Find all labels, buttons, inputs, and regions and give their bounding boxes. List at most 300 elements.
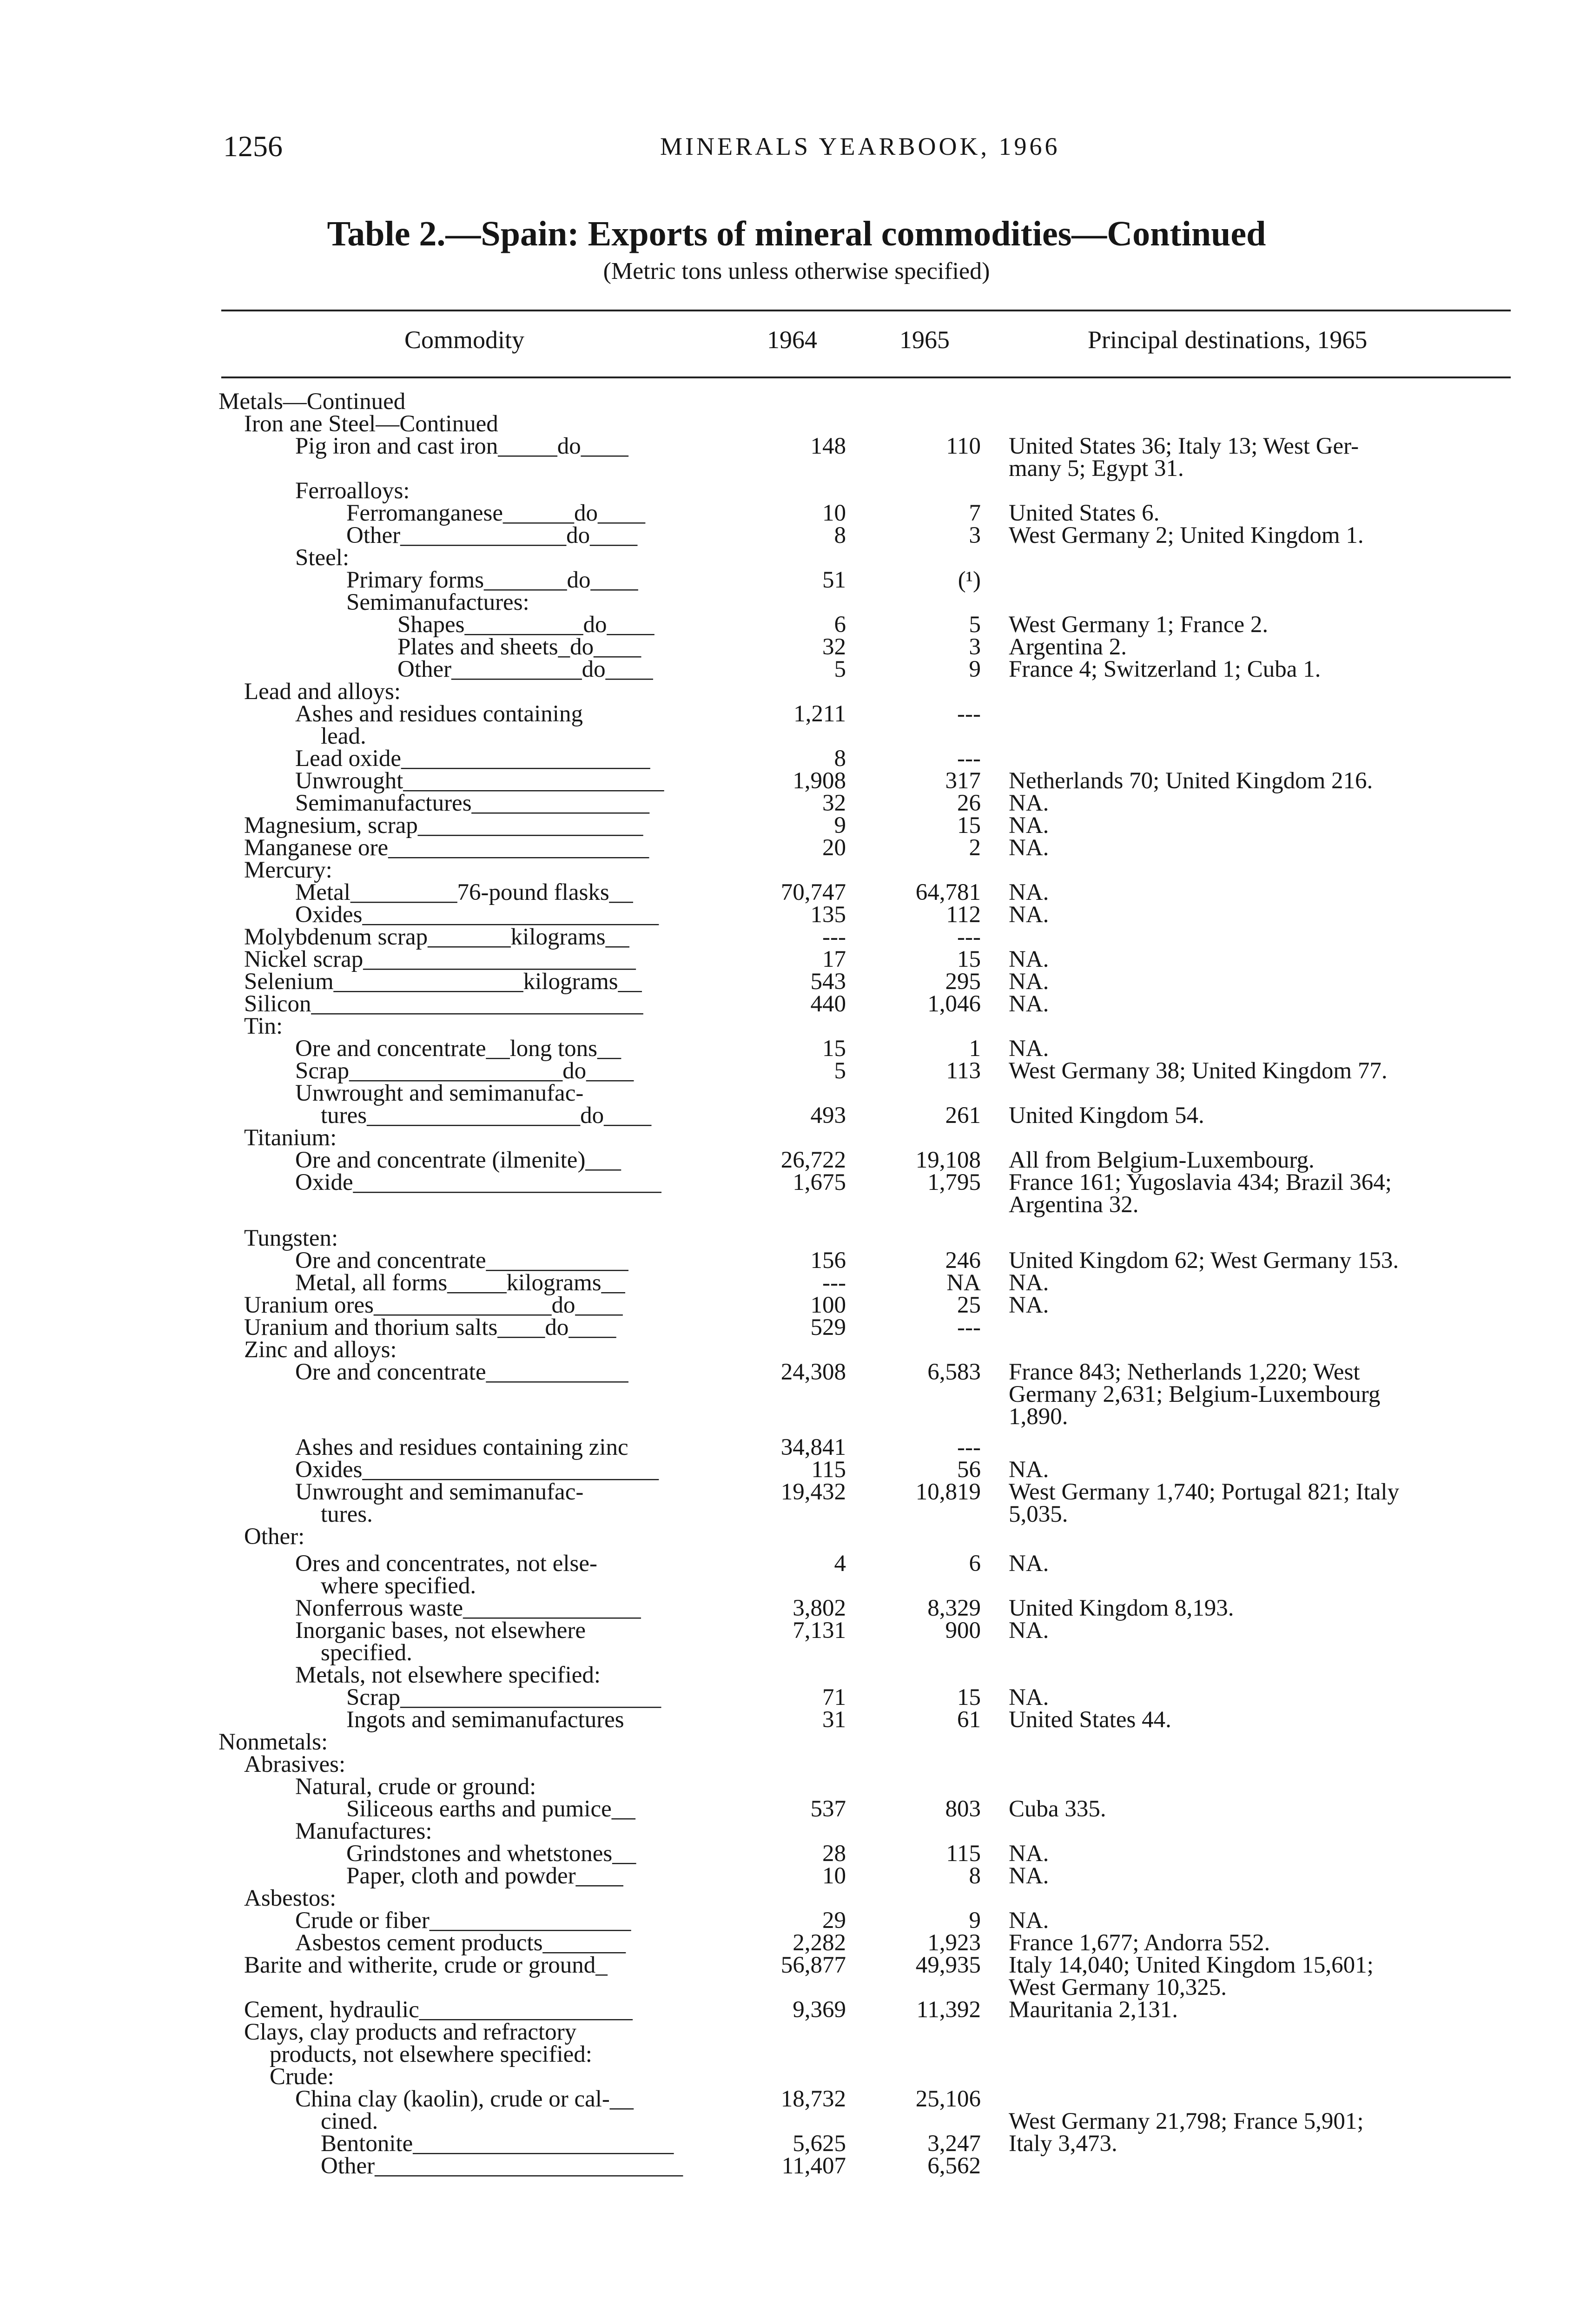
destinations-cell: West Germany 2; United Kingdom 1. xyxy=(1009,522,1364,548)
destinations-cell: Cuba 335. xyxy=(1009,1796,1106,1822)
table-row xyxy=(0,1932,1593,1954)
column-header-commodity: Commodity xyxy=(404,326,525,354)
commodity-cell: Iron ane Steel—Continued xyxy=(244,411,498,437)
column-header-destinations: Principal destinations, 1965 xyxy=(1088,326,1368,354)
value-1964-cell: 537 xyxy=(810,1796,846,1822)
value-1964-cell: 31 xyxy=(822,1707,846,1733)
value-1965-cell: 8 xyxy=(969,1863,981,1889)
table-row xyxy=(0,1776,1593,1798)
table-row xyxy=(0,1015,1593,1037)
value-1964-cell: 9,369 xyxy=(793,1997,846,2023)
table-row xyxy=(0,2066,1593,2088)
value-1964-cell: 71 xyxy=(822,1684,846,1710)
commodity-cell: China clay (kaolin), crude or cal-__ xyxy=(295,2086,634,2112)
value-1965-cell: 113 xyxy=(946,1058,981,1084)
value-1965-cell: 26 xyxy=(957,790,981,816)
value-1965-cell: 1,795 xyxy=(927,1169,981,1195)
commodity-cell: tures__________________do____ xyxy=(321,1103,652,1129)
commodity-cell: Zinc and alloys: xyxy=(244,1337,397,1363)
commodity-cell: Tungsten: xyxy=(244,1225,338,1251)
table-row xyxy=(0,502,1593,524)
table-row xyxy=(0,1060,1593,1082)
table-row xyxy=(0,1406,1593,1428)
table-row xyxy=(0,770,1593,792)
value-1964-cell: 8 xyxy=(834,522,846,548)
destinations-cell: Italy 3,473. xyxy=(1009,2131,1117,2157)
commodity-cell: Unwrought and semimanufac- xyxy=(295,1479,584,1505)
commodity-cell: Ferromanganese______do____ xyxy=(346,500,646,526)
table-row xyxy=(0,1597,1593,1619)
destinations-cell: NA. xyxy=(1009,1457,1049,1483)
value-1965-cell: --- xyxy=(957,1314,981,1340)
commodity-cell: Paper, cloth and powder____ xyxy=(346,1863,623,1889)
commodity-cell: Crude: xyxy=(270,2064,334,2090)
commodity-cell: Uranium ores_______________do____ xyxy=(244,1292,623,1318)
table-row xyxy=(0,1436,1593,1459)
commodity-cell: Barite and witherite, crude or ground_ xyxy=(244,1952,608,1978)
destinations-cell: NA. xyxy=(1009,1684,1049,1710)
column-header-1965: 1965 xyxy=(899,326,950,354)
commodity-cell: Ashes and residues containing xyxy=(295,701,583,727)
value-1964-cell: 3,802 xyxy=(793,1595,846,1621)
commodity-cell: Metal, all forms_____kilograms__ xyxy=(295,1270,625,1296)
table-row xyxy=(0,703,1593,725)
value-1965-cell: 5 xyxy=(969,612,981,638)
table-top-rule xyxy=(221,310,1511,311)
commodity-cell: Magnesium, scrap___________________ xyxy=(244,812,643,838)
commodity-cell: Ore and concentrate__long tons__ xyxy=(295,1036,621,1062)
table-subtitle: (Metric tons unless otherwise specified) xyxy=(603,258,990,284)
destinations-cell: United Kingdom 54. xyxy=(1009,1103,1204,1129)
value-1964-cell: 9 xyxy=(834,812,846,838)
table-row xyxy=(0,904,1593,926)
value-1964-cell: 100 xyxy=(810,1292,846,1318)
table-row xyxy=(0,1272,1593,1294)
commodity-cell: Asbestos: xyxy=(244,1885,337,1911)
value-1964-cell: 17 xyxy=(822,946,846,972)
table-title: Table 2.—Spain: Exports of mineral commodities—Continued xyxy=(327,214,1266,253)
destinations-cell: Italy 14,040; United Kingdom 15,601; xyxy=(1009,1952,1374,1978)
table-row xyxy=(0,1525,1593,1548)
commodity-cell: Silicon____________________________ xyxy=(244,991,643,1017)
commodity-cell: Nickel scrap_______________________ xyxy=(244,946,636,972)
value-1965-cell: 7 xyxy=(969,500,981,526)
destinations-cell: many 5; Egypt 31. xyxy=(1009,456,1184,482)
value-1964-cell: 32 xyxy=(822,634,846,660)
destinations-cell: NA. xyxy=(1009,1863,1049,1889)
running-title: MINERALS YEARBOOK, 1966 xyxy=(660,132,1060,160)
commodity-cell: Lead oxide_____________________ xyxy=(295,746,650,772)
destinations-cell: NA. xyxy=(1009,1551,1049,1577)
table-row xyxy=(0,1909,1593,1932)
table-row xyxy=(0,881,1593,904)
commodity-cell: Other__________________________ xyxy=(321,2153,683,2179)
value-1965-cell: 6,583 xyxy=(927,1359,981,1385)
commodity-cell: Ore and concentrate (ilmenite)___ xyxy=(295,1147,621,1173)
value-1965-cell: 3 xyxy=(969,522,981,548)
value-1965-cell: 64,781 xyxy=(915,879,981,905)
value-1965-cell: 115 xyxy=(946,1841,981,1867)
table-row xyxy=(0,926,1593,948)
commodity-cell: Metal_________76-pound flasks__ xyxy=(295,879,633,905)
value-1964-cell: 7,131 xyxy=(793,1618,846,1644)
value-1964-cell: 493 xyxy=(810,1103,846,1129)
column-header-1964: 1964 xyxy=(767,326,817,354)
table-row xyxy=(0,1999,1593,2021)
value-1965-cell: 6 xyxy=(969,1551,981,1577)
destinations-cell: NA. xyxy=(1009,790,1049,816)
table-row xyxy=(0,2088,1593,2110)
value-1964-cell: 115 xyxy=(811,1457,846,1483)
value-1965-cell: 3,247 xyxy=(927,2131,981,2157)
commodity-cell: Bentonite______________________ xyxy=(321,2131,674,2157)
value-1965-cell: 9 xyxy=(969,656,981,682)
value-1965-cell: 2 xyxy=(969,835,981,861)
value-1965-cell: 3 xyxy=(969,634,981,660)
table-row xyxy=(0,591,1593,614)
commodity-cell: Semimanufactures_______________ xyxy=(295,790,650,816)
value-1965-cell: 1,923 xyxy=(927,1930,981,1956)
table-row xyxy=(0,614,1593,636)
table-row xyxy=(0,1459,1593,1481)
table-row xyxy=(0,1503,1593,1525)
destinations-cell: France 1,677; Andorra 552. xyxy=(1009,1930,1270,1956)
value-1965-cell: 10,819 xyxy=(915,1479,981,1505)
destinations-cell: NA. xyxy=(1009,879,1049,905)
table-row xyxy=(0,680,1593,703)
destinations-cell: United Kingdom 62; West Germany 153. xyxy=(1009,1248,1399,1274)
table-row xyxy=(0,435,1593,457)
value-1965-cell: 112 xyxy=(946,902,981,928)
table-row xyxy=(0,1249,1593,1272)
table-row xyxy=(0,971,1593,993)
destinations-cell: France 4; Switzerland 1; Cuba 1. xyxy=(1009,656,1321,682)
table-row xyxy=(0,1082,1593,1104)
value-1965-cell: 9 xyxy=(969,1908,981,1934)
table-row xyxy=(0,747,1593,770)
table-row xyxy=(0,837,1593,859)
value-1965-cell: 25,106 xyxy=(915,2086,981,2112)
destinations-cell: France 843; Netherlands 1,220; West xyxy=(1009,1359,1360,1385)
value-1964-cell: 529 xyxy=(810,1314,846,1340)
commodity-cell: where specified. xyxy=(321,1573,476,1599)
commodity-cell: cined. xyxy=(321,2108,378,2134)
table-header-rule xyxy=(221,376,1511,378)
commodity-cell: Nonferrous waste_______________ xyxy=(295,1595,641,1621)
value-1964-cell: 10 xyxy=(822,500,846,526)
value-1965-cell: 56 xyxy=(957,1457,981,1483)
value-1964-cell: 1,908 xyxy=(793,768,846,794)
commodity-cell: lead. xyxy=(321,723,366,749)
commodity-cell: Titanium: xyxy=(244,1125,337,1151)
value-1965-cell: 19,108 xyxy=(915,1147,981,1173)
table-row xyxy=(0,569,1593,591)
destinations-cell: NA. xyxy=(1009,1618,1049,1644)
value-1964-cell: 6 xyxy=(834,612,846,638)
value-1964-cell: 34,841 xyxy=(780,1434,846,1460)
table-row xyxy=(0,413,1593,435)
value-1965-cell: 900 xyxy=(945,1618,981,1644)
table-row xyxy=(0,2110,1593,2133)
table-row xyxy=(0,1339,1593,1361)
table-row xyxy=(0,1361,1593,1383)
value-1965-cell: 110 xyxy=(946,433,981,459)
table-row xyxy=(0,1842,1593,1865)
value-1964-cell: 18,732 xyxy=(780,2086,846,2112)
table-row xyxy=(0,1171,1593,1194)
table-row xyxy=(0,1481,1593,1503)
value-1964-cell: 5 xyxy=(834,1058,846,1084)
destinations-cell: United States 36; Italy 13; West Ger- xyxy=(1009,433,1359,459)
commodity-cell: Inorganic bases, not elsewhere xyxy=(295,1618,586,1644)
commodity-cell: Clays, clay products and refractory xyxy=(244,2019,577,2045)
value-1965-cell: --- xyxy=(957,1434,981,1460)
value-1965-cell: 15 xyxy=(957,1684,981,1710)
commodity-cell: Pig iron and cast iron_____do____ xyxy=(295,433,628,459)
value-1965-cell: 803 xyxy=(945,1796,981,1822)
commodity-cell: Nonmetals: xyxy=(218,1729,328,1755)
table-row xyxy=(0,1664,1593,1686)
destinations-cell: West Germany 10,325. xyxy=(1009,1974,1227,2000)
destinations-cell: NA. xyxy=(1009,969,1049,995)
commodity-cell: Other___________do____ xyxy=(397,656,653,682)
destinations-cell: NA. xyxy=(1009,902,1049,928)
commodity-cell: Crude or fiber_________________ xyxy=(295,1908,631,1934)
value-1964-cell: 29 xyxy=(822,1908,846,1934)
value-1965-cell: 246 xyxy=(945,1248,981,1274)
value-1964-cell: 15 xyxy=(822,1036,846,1062)
table-row xyxy=(0,1709,1593,1731)
table-row xyxy=(0,1294,1593,1316)
value-1964-cell: 24,308 xyxy=(780,1359,846,1385)
commodity-cell: Other______________do____ xyxy=(346,522,638,548)
value-1965-cell: 1 xyxy=(969,1036,981,1062)
destinations-cell: West Germany 1,740; Portugal 821; Italy xyxy=(1009,1479,1400,1505)
table-row xyxy=(0,792,1593,814)
table-row xyxy=(0,1552,1593,1575)
value-1964-cell: 156 xyxy=(810,1248,846,1274)
destinations-cell: West Germany 21,798; France 5,901; xyxy=(1009,2108,1364,2134)
destinations-cell: NA. xyxy=(1009,991,1049,1017)
commodity-cell: Natural, crude or ground: xyxy=(295,1774,536,1800)
commodity-cell: Selenium________________kilograms__ xyxy=(244,969,642,995)
value-1965-cell: --- xyxy=(957,924,981,950)
commodity-cell: Ingots and semimanufactures xyxy=(346,1707,624,1733)
commodity-cell: Scrap__________________do____ xyxy=(295,1058,634,1084)
value-1964-cell: 8 xyxy=(834,746,846,772)
commodity-cell: Ashes and residues containing zinc xyxy=(295,1434,628,1460)
commodity-cell: Oxide__________________________ xyxy=(295,1169,661,1195)
commodity-cell: Unwrought______________________ xyxy=(295,768,664,794)
destinations-cell: All from Belgium-Luxembourg. xyxy=(1009,1147,1315,1173)
commodity-cell: Scrap______________________ xyxy=(346,1684,661,1710)
value-1965-cell: --- xyxy=(957,746,981,772)
commodity-cell: products, not elsewhere specified: xyxy=(270,2041,592,2067)
value-1965-cell: (¹) xyxy=(958,567,981,593)
table-row xyxy=(0,2043,1593,2066)
destinations-cell: West Germany 38; United Kingdom 77. xyxy=(1009,1058,1388,1084)
destinations-cell: Germany 2,631; Belgium-Luxembourg xyxy=(1009,1381,1381,1407)
commodity-cell: Ores and concentrates, not else- xyxy=(295,1551,597,1577)
commodity-cell: Asbestos cement products_______ xyxy=(295,1930,626,1956)
table-row xyxy=(0,1976,1593,1999)
value-1964-cell: --- xyxy=(822,924,846,950)
commodity-cell: Steel: xyxy=(295,545,350,571)
value-1964-cell: 5 xyxy=(834,656,846,682)
table-row xyxy=(0,1149,1593,1171)
destinations-cell: NA. xyxy=(1009,1841,1049,1867)
value-1964-cell: --- xyxy=(822,1270,846,1296)
destinations-cell: Netherlands 70; United Kingdom 216. xyxy=(1009,768,1373,794)
commodity-cell: Ore and concentrate____________ xyxy=(295,1248,628,1274)
value-1964-cell: 11,407 xyxy=(781,2153,846,2179)
table-row xyxy=(0,2133,1593,2155)
commodity-cell: Oxides_________________________ xyxy=(295,902,659,928)
commodity-cell: Tin: xyxy=(244,1013,283,1039)
commodity-cell: Grindstones and whetstones__ xyxy=(346,1841,636,1867)
table-row xyxy=(0,658,1593,680)
table-row xyxy=(0,390,1593,413)
commodity-cell: Plates and sheets_do____ xyxy=(397,634,641,660)
table-row xyxy=(0,480,1593,502)
value-1964-cell: 10 xyxy=(822,1863,846,1889)
value-1965-cell: 261 xyxy=(945,1103,981,1129)
table-row xyxy=(0,948,1593,971)
commodity-cell: Uranium and thorium salts____do____ xyxy=(244,1314,616,1340)
table-row xyxy=(0,814,1593,837)
table-row xyxy=(0,993,1593,1015)
value-1964-cell: 543 xyxy=(810,969,846,995)
destinations-cell: Mauritania 2,131. xyxy=(1009,1997,1178,2023)
page-number: 1256 xyxy=(223,130,283,163)
value-1965-cell: 15 xyxy=(957,812,981,838)
table-row xyxy=(0,1575,1593,1597)
table-row xyxy=(0,725,1593,747)
value-1964-cell: 70,747 xyxy=(780,879,846,905)
value-1965-cell: 11,392 xyxy=(916,1997,981,2023)
commodity-cell: Primary forms_______do____ xyxy=(346,567,638,593)
commodity-cell: Manganese ore______________________ xyxy=(244,835,649,861)
table-row xyxy=(0,1820,1593,1842)
commodity-cell: Semimanufactures: xyxy=(346,589,529,615)
commodity-cell: Manufactures: xyxy=(295,1818,432,1844)
table-row xyxy=(0,1104,1593,1127)
table-row xyxy=(0,1316,1593,1339)
destinations-cell: NA. xyxy=(1009,1036,1049,1062)
table-row xyxy=(0,1865,1593,1887)
table-row xyxy=(0,1194,1593,1216)
commodity-cell: Oxides_________________________ xyxy=(295,1457,659,1483)
value-1965-cell: 6,562 xyxy=(927,2153,981,2179)
table-row xyxy=(0,1798,1593,1820)
commodity-cell: Ore and concentrate____________ xyxy=(295,1359,628,1385)
table-row xyxy=(0,457,1593,480)
value-1964-cell: 19,432 xyxy=(780,1479,846,1505)
destinations-cell: Argentina 32. xyxy=(1009,1192,1139,1218)
value-1964-cell: 32 xyxy=(822,790,846,816)
destinations-cell: NA. xyxy=(1009,1270,1049,1296)
commodity-cell: Ferroalloys: xyxy=(295,478,410,504)
destinations-cell: France 161; Yugoslavia 434; Brazil 364; xyxy=(1009,1169,1392,1195)
value-1965-cell: 8,329 xyxy=(927,1595,981,1621)
table-row xyxy=(0,2155,1593,2177)
table-row xyxy=(0,1686,1593,1709)
commodity-cell: Shapes__________do____ xyxy=(397,612,654,638)
value-1964-cell: 51 xyxy=(822,567,846,593)
table-row xyxy=(0,547,1593,569)
table-row xyxy=(0,859,1593,881)
value-1965-cell: 25 xyxy=(957,1292,981,1318)
table-row xyxy=(0,524,1593,547)
table-row xyxy=(0,1227,1593,1249)
commodity-cell: Siliceous earths and pumice__ xyxy=(346,1796,635,1822)
table-row xyxy=(0,636,1593,658)
table-row xyxy=(0,1753,1593,1776)
table-row xyxy=(0,1383,1593,1406)
table-row xyxy=(0,1619,1593,1642)
destinations-cell: United States 6. xyxy=(1009,500,1160,526)
destinations-cell: United Kingdom 8,193. xyxy=(1009,1595,1234,1621)
commodity-cell: tures. xyxy=(321,1501,373,1527)
table-row xyxy=(0,1954,1593,1976)
commodity-cell: specified. xyxy=(321,1640,412,1666)
destinations-cell: NA. xyxy=(1009,946,1049,972)
destinations-cell: 5,035. xyxy=(1009,1501,1068,1527)
value-1965-cell: 317 xyxy=(945,768,981,794)
table-row xyxy=(0,1642,1593,1664)
commodity-cell: Metals—Continued xyxy=(218,389,406,415)
value-1964-cell: 28 xyxy=(822,1841,846,1867)
value-1964-cell: 1,675 xyxy=(793,1169,846,1195)
value-1965-cell: 1,046 xyxy=(927,991,981,1017)
value-1965-cell: 295 xyxy=(945,969,981,995)
destinations-cell: United States 44. xyxy=(1009,1707,1171,1733)
value-1965-cell: --- xyxy=(957,701,981,727)
value-1965-cell: 61 xyxy=(957,1707,981,1733)
table-row xyxy=(0,1037,1593,1060)
commodity-cell: Molybdenum scrap_______kilograms__ xyxy=(244,924,629,950)
commodity-cell: Mercury: xyxy=(244,857,332,883)
table-row xyxy=(0,1887,1593,1909)
value-1964-cell: 148 xyxy=(810,433,846,459)
value-1965-cell: NA xyxy=(946,1270,981,1296)
destinations-cell: West Germany 1; France 2. xyxy=(1009,612,1269,638)
destinations-cell: NA. xyxy=(1009,835,1049,861)
value-1964-cell: 26,722 xyxy=(780,1147,846,1173)
destinations-cell: Argentina 2. xyxy=(1009,634,1127,660)
destinations-cell: NA. xyxy=(1009,1908,1049,1934)
value-1964-cell: 56,877 xyxy=(780,1952,846,1978)
table-row xyxy=(0,2021,1593,2043)
destinations-cell: 1,890. xyxy=(1009,1404,1068,1430)
value-1964-cell: 135 xyxy=(810,902,846,928)
value-1964-cell: 20 xyxy=(822,835,846,861)
commodity-cell: Cement, hydraulic__________________ xyxy=(244,1997,633,2023)
value-1964-cell: 440 xyxy=(810,991,846,1017)
commodity-cell: Other: xyxy=(244,1524,305,1550)
destinations-cell: NA. xyxy=(1009,812,1049,838)
commodity-cell: Unwrought and semimanufac- xyxy=(295,1080,584,1106)
value-1964-cell: 2,282 xyxy=(793,1930,846,1956)
table-row xyxy=(0,1127,1593,1149)
commodity-cell: Metals, not elsewhere specified: xyxy=(295,1662,601,1688)
table-row xyxy=(0,1731,1593,1753)
value-1965-cell: 49,935 xyxy=(915,1952,981,1978)
commodity-cell: Abrasives: xyxy=(244,1751,346,1777)
value-1965-cell: 15 xyxy=(957,946,981,972)
value-1964-cell: 1,211 xyxy=(793,701,846,727)
value-1964-cell: 4 xyxy=(834,1551,846,1577)
